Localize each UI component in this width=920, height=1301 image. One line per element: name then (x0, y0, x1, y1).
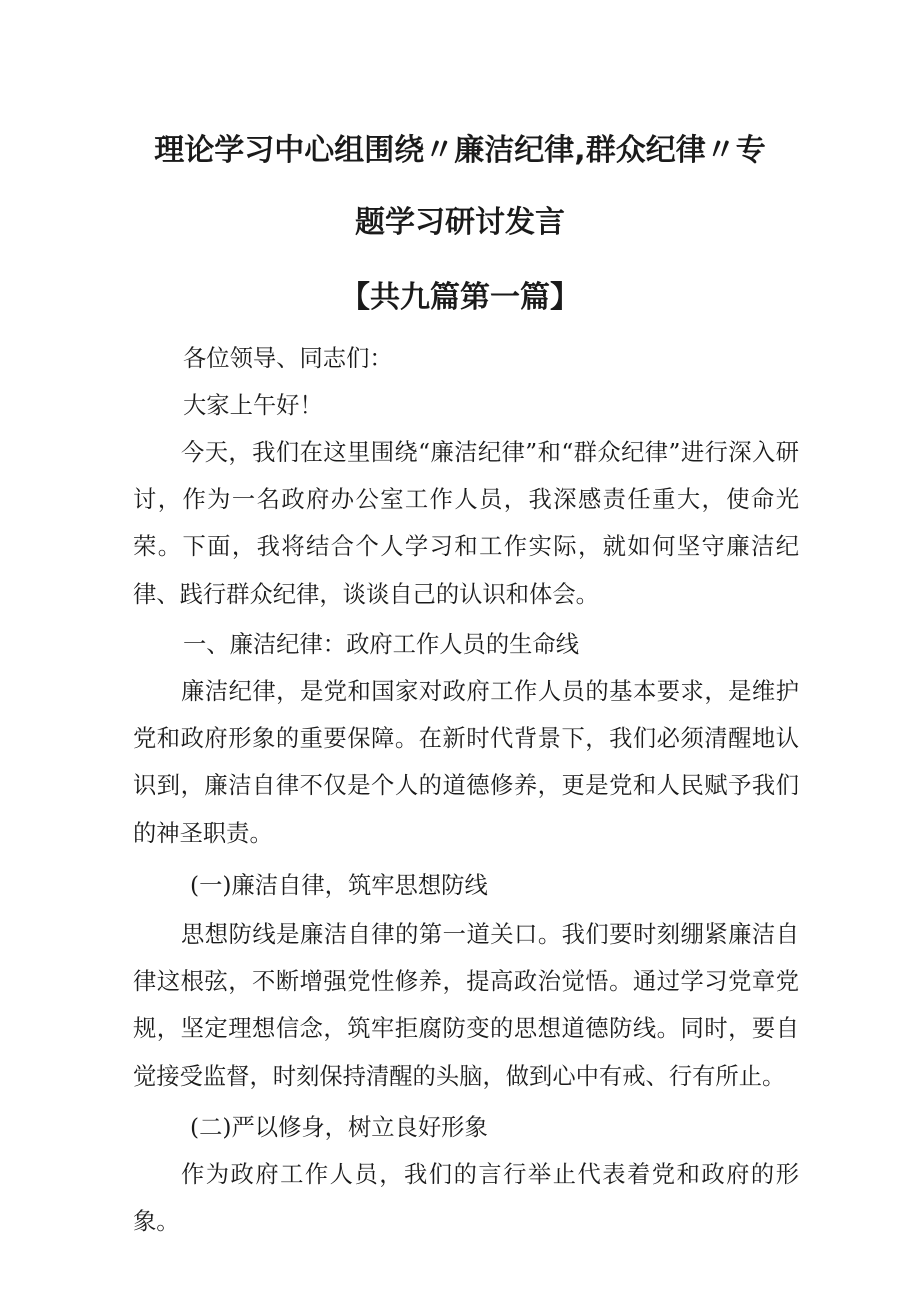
subsection-2-heading: (二)严以修身，树立良好形象 (190, 1114, 488, 1141)
section-1-paragraph: 廉洁纪律，是党和国家对政府工作人员的基本要求，是维护党和政府形象的重要保障。在新时代背景下，我们必须清醒地认识到，廉洁自律不仅是个人的道德修养，更是党和人民赋予我们的神圣职责。 (133, 678, 799, 847)
document-title-line-2: 题学习研讨发言 (355, 205, 565, 240)
document-title-line-1: 理论学习中心组围绕〃廉洁纪律,群众纪律〃专 (154, 133, 766, 168)
section-1-heading (133, 621, 798, 668)
subsection-1-heading: (一)廉洁自律，筑牢思想防线 (190, 872, 488, 899)
morning-greeting-text: 大家上午好！ (183, 392, 323, 419)
morning-greeting (133, 382, 798, 429)
section-1-heading-text: 一、廉洁纪律：政府工作人员的生命线 (183, 631, 580, 658)
subsection-1-paragraph: 思想防线是廉洁自律的第一道关口。我们要时刻绷紧廉洁自律这根弦，不断增强党性修养，提高政治觉悟。通过学习党章党规，坚定理想信念，筑牢拒腐防变的思想道德防线。同时，要自觉接受监督，时刻保持清醒的头脑，做到心中有戒、行有所止。 (133, 921, 799, 1090)
intro-paragraph: 今天，我们在这里围绕“廉洁纪律”和“群众纪律”进行深入研讨，作为一名政府办公室工作人员，我深感责任重大，使命光荣。下面，我将结合个人学习和工作实际，就如何坚守廉洁纪律、践行群众纪律，谈谈自己的认识和体会。 (133, 439, 799, 608)
subsection-2-paragraph: 作为政府工作人员，我们的言行举止代表着党和政府的形象。 (133, 1161, 799, 1236)
greeting (133, 335, 798, 382)
document-subtitle: 【共九篇第一篇】 (340, 280, 580, 315)
greeting-text: 各位领导、同志们： (183, 345, 393, 372)
